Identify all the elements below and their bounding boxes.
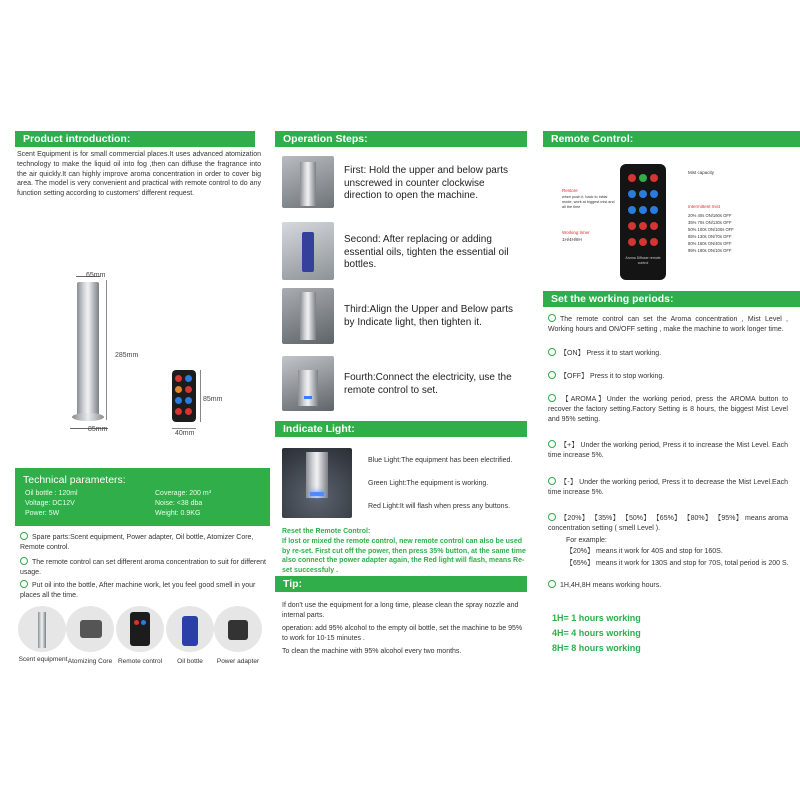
intermittent-row: 65% 130s ON/70s OFF [688,234,732,239]
part-caption-4: Oil bottle [177,658,203,665]
hours-1h: 1H= 1 hours working [552,613,641,623]
part-scent-equipment-image [18,606,66,652]
bullet-icon [548,348,556,356]
tech-params-title: Technical parameters: [23,474,126,486]
indicate-red: Red Light:It will flash when press any buttons. [368,503,511,510]
bullet-icon [548,314,556,322]
dim-width: 65mm [86,272,106,279]
intermittent-row: 95% 190s ON/10s OFF [688,248,732,253]
bullet-icon [548,513,556,521]
reset-title: Reset the Remote Control: [282,528,371,535]
indicate-light-header: Indicate Light: [275,421,527,437]
remote-small [172,370,196,422]
diffuser-body [77,282,99,416]
tech-row-3-right: Weight: 0.9KG [155,510,201,517]
bullet-icon [20,532,28,540]
product-figure [60,270,260,440]
reset-text: If lost or mixed the remote control, new remote control can also be used by re-set. First cut off the power, then press 35% button, at the same time also connect the power adapter again, the Red light will flash, means Re-set successfuly . [282,538,526,574]
bullet-icon [548,440,556,448]
period-example-1: 【20%】 means it work for 40S and stop for 160S. [566,548,723,555]
tech-row-1-left: Oil bottle : 120ml [25,490,78,497]
bullet-icon [548,371,556,379]
period-example-label: For example: [566,537,607,544]
working-periods-header: Set the working periods: [543,291,800,307]
part-oil-bottle-image [166,606,214,652]
part-caption-1: Scent equipment [18,656,68,663]
indicate-green: Green Light:The equipment is working. [368,480,489,487]
period-item-intro: The remote control can set the Aroma concentration , Mist Level , Working hours and ON/OFF setting , make the machine to work longer time. [548,316,788,333]
tech-row-2-right: Noise: <38 dba [155,500,203,507]
tip-line-1: If don't use the equipment for a long time, please clean the spray nozzle and internal parts. [282,602,519,619]
remote-panel-title: Aroma Diffuser remote control [625,256,661,265]
intermittent-row: 80% 160s ON/40s OFF [688,241,732,246]
tip-header: Tip: [275,576,527,592]
tech-params-box [15,468,270,526]
remote-control-header: Remote Control: [543,131,800,147]
remote-diagram [556,152,796,284]
step-1-photo [282,156,334,208]
dim-height: 285mm [115,352,139,359]
period-item-on: 【ON】 Press it to start working. [548,348,788,359]
period-item-percent: 【20%】 【35%】 【50%】 【65%】 【80%】 【95%】 means aroma concentration setting ( smell Level ). [548,515,788,532]
tech-bullet-3: Put oil into the bottle, After machine work, let you feel good smell in your places all the time. [20,582,256,599]
part-power-adapter-image [214,606,262,652]
step-4-photo [282,356,334,411]
period-example-2: 【65%】 means it work for 130S and stop for 70S, total period is 200 S. [566,560,789,567]
period-item-plus: 【+】 Under the working period, Press it to increase the Mist Level. Each time increase 5%. [548,442,788,459]
tech-row-2-left: Voltage: DC12V [25,500,75,507]
intermittent-row: 20% 40s ON/160s OFF [688,213,732,218]
bullet-icon [20,557,28,565]
dim-base: 85mm [88,426,108,433]
label-intermittent: Intermittent mist [688,204,721,209]
dim-remote-h: 85mm [203,396,223,403]
hours-4h: 4H= 4 hours working [552,628,641,638]
dim-remote-w: 40mm [175,430,195,437]
indicate-light-photo [282,448,352,518]
operation-steps-header: Operation Steps: [275,131,527,147]
tech-row-1-right: Coverage: 200 m³ [155,490,212,497]
intermittent-row: 50% 100s ON/100s OFF [688,227,734,232]
product-intro-text: Scent Equipment is for small commercial places.It uses advanced atomization technology to make the liquid oil into fog ,then can diffuse the fragrance into the air quickly.It can highly improve aroma concentration in order to cover big area. The model is very convenient and practical with remote control to do any function setting according to customers' different request. [17,151,261,198]
part-atomizing-core-image [66,606,114,652]
tech-row-3-left: Power: 5W [25,510,60,517]
step-2-text: Second: After replacing or adding essential oils, tighten the essential oil bottles. [344,234,509,270]
tech-bullet-2: The remote control can set different aroma concentration to suit for different usage. [20,559,266,576]
label-timer-values: 1H/4H/8H [562,237,582,242]
period-item-hours: 1H,4H,8H means working hours. [548,580,788,591]
hours-8h: 8H= 8 hours working [552,643,641,653]
step-1-text: First: Hold the upper and below parts unscrewed in counter clockwise direction to open the machine. [344,165,508,201]
step-3-text: Third:Align the Upper and Below parts by Indicate light, then tighten it. [344,304,513,328]
label-mist: Mist capacity [688,170,715,175]
part-remote-image [116,606,164,652]
remote-device [620,164,666,280]
bullet-icon [548,477,556,485]
step-4-text: Fourth:Connect the electricity, use the remote control to set. [344,372,512,396]
label-restore-desc: when push it, back to initial mode, work at biggest mist and all the time [562,195,615,209]
tip-line-2: operation: add 95% alcohol to the empty oil bottle, set the machine to be 95% to work for 10-15 minutes . [282,625,523,642]
indicate-blue: Blue Light:The equipment has been electrified. [368,457,513,464]
bullet-icon [548,580,556,588]
label-working-timer: Working timer [562,230,590,235]
part-caption-2: Atomizing Core [67,658,113,665]
label-restore: Restore [562,188,578,193]
step-2-photo [282,222,334,280]
part-caption-5: Power adapter [216,658,260,665]
diffuser-base [72,413,104,421]
tech-bullet-1: Spare parts:Scent equipment, Power adapter, Oil bottle, Atomizer Core, Remote control. [20,534,254,551]
intermittent-table [688,212,778,254]
period-item-minus: 【-】 Under the working period, Press it to decrease the Mist Level.Each time increase 5%. [548,479,788,496]
bullet-icon [548,394,556,402]
bullet-icon [20,580,28,588]
tip-line-3: To clean the machine with 95% alcohol every two months. [282,648,462,655]
intermittent-row: 35% 70s ON/130s OFF [688,220,732,225]
step-3-photo [282,288,334,344]
period-item-aroma: 【AROMA】Under the working period, press the AROMA button to recover the factory setting.Factory Setting is 8 hours, the biggest Mist Level and 95% setting. [548,396,788,423]
period-item-off: 【OFF】 Press it to stop working. [548,371,788,382]
product-intro-header: Product introduction: [15,131,255,147]
part-caption-3: Remote control [117,658,163,665]
